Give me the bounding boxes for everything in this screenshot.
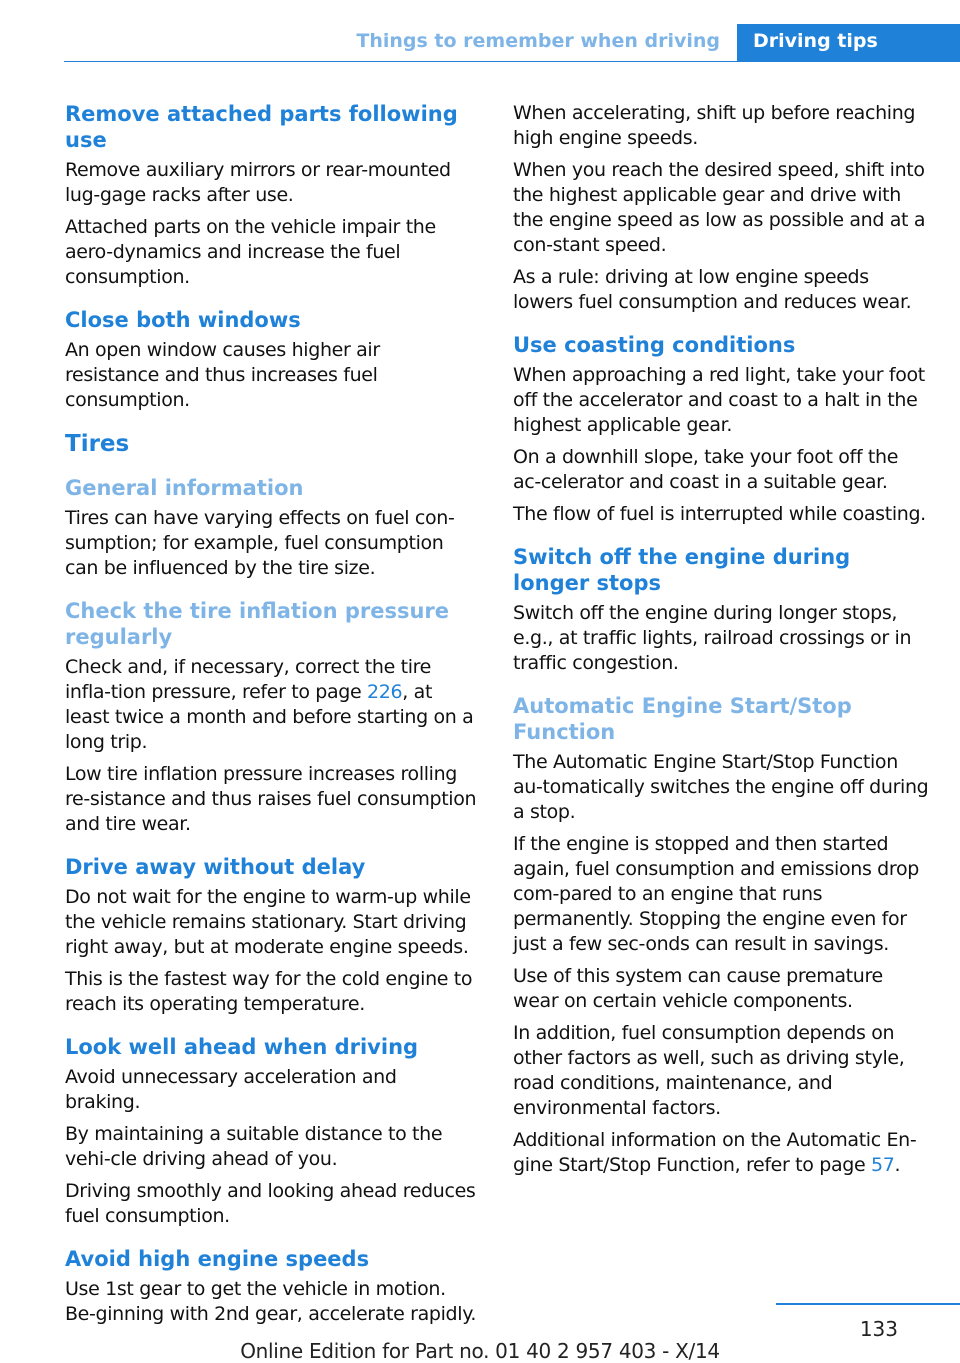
paragraph-with-page-link [513, 1128, 931, 1178]
paragraph: When approaching a red light, take your foot off the accelerator and coast to a halt in the highest applicable gear. [513, 364, 925, 436]
heading-look-ahead: Look well ahead when driving [65, 1035, 419, 1059]
edition-footer: Online Edition for Part no. 01 40 2 957 403 - X/14 [240, 1339, 720, 1363]
text: . [894, 1154, 901, 1176]
paragraph: An open window causes higher air resistance and thus increases fuel consumption. [65, 339, 380, 411]
paragraph: Attached parts on the vehicle impair the aero-dynamics and increase the fuel consumption. [65, 216, 436, 288]
header-section-title: Things to remember when driving [356, 30, 720, 52]
page-header [0, 0, 960, 62]
text: Check and, if necessary, correct the tire infla-tion pressure, refer to page [65, 656, 432, 703]
paragraph: Tires can have varying effects on fuel con-sumption; for example, fuel consumption can be influenced by the tire size. [65, 507, 455, 579]
page-number: 133 [859, 1317, 898, 1341]
heading-tires: Tires [65, 431, 130, 457]
heading-remove-attached-parts: Remove attached parts following use [65, 102, 458, 152]
text: Additional information on the Automatic En-gine Start/Stop Function, refer to page [513, 1129, 917, 1176]
heading-general-information: General information [65, 476, 304, 500]
paragraph: The flow of fuel is interrupted while coasting. [513, 503, 926, 525]
heading-close-windows: Close both windows [65, 308, 301, 332]
right-column [513, 101, 931, 1178]
paragraph: Do not wait for the engine to warm-up while the vehicle remains stationary. Start driving right away, but at moderate engine speeds. [65, 886, 471, 958]
paragraph: By maintaining a suitable distance to the vehi-cle driving ahead of you. [65, 1123, 443, 1170]
heading-coasting: Use coasting conditions [513, 333, 796, 357]
paragraph: In addition, fuel consumption depends on other factors as well, such as driving style, road conditions, maintenance, and environmental factors. [513, 1022, 905, 1119]
paragraph: On a downhill slope, take your foot off the ac-celerator and coast in a suitable gear. [513, 446, 899, 493]
heading-avoid-high-speeds: Avoid high engine speeds [65, 1247, 370, 1271]
paragraph: If the engine is stopped and then started again, fuel consumption and emissions drop com-pared to an engine that runs permanently. Stopping the engine even for just a few sec-onds can result in savings. [513, 833, 919, 955]
text: , at least twice a month and before starting on a long trip. [65, 681, 474, 753]
paragraph: As a rule: driving at low engine speeds lowers fuel consumption and reduces wear. [513, 266, 912, 313]
paragraph-with-page-link [65, 655, 477, 755]
page-link-226[interactable]: 226 [367, 681, 403, 703]
paragraph: Low tire inflation pressure increases rolling re-sistance and thus raises fuel consumption and tire wear. [65, 763, 477, 835]
paragraph: When accelerating, shift up before reaching high engine speeds. [513, 102, 916, 149]
paragraph: The Automatic Engine Start/Stop Function au-tomatically switches the engine off during a stop. [513, 751, 929, 823]
heading-auto-start-stop: Automatic Engine Start/Stop Function [513, 694, 852, 744]
paragraph: Switch off the engine during longer stops, e.g., at traffic lights, railroad crossings or in traffic congestion. [513, 602, 912, 674]
paragraph: Driving smoothly and looking ahead reduces fuel consumption. [65, 1180, 476, 1227]
paragraph: When you reach the desired speed, shift into the highest applicable gear and drive with the engine speed as low as possible and at a con-stant speed. [513, 159, 926, 256]
heading-drive-away: Drive away without delay [65, 855, 366, 879]
paragraph: Avoid unnecessary acceleration and braking. [65, 1066, 397, 1113]
header-chapter-label: Driving tips [753, 30, 878, 52]
page-link-57[interactable]: 57 [870, 1154, 895, 1176]
header-chapter-tab [737, 24, 960, 62]
header-rule [64, 61, 960, 62]
paragraph: Use of this system can cause premature wear on certain vehicle components. [513, 965, 883, 1012]
heading-switch-off-engine: Switch off the engine during longer stops [513, 545, 851, 595]
paragraph: This is the fastest way for the cold engine to reach its operating temperature. [65, 968, 473, 1015]
paragraph: Use 1st gear to get the vehicle in motion. Be-ginning with 2nd gear, accelerate rapidly. [65, 1278, 477, 1325]
heading-check-tire-pressure: Check the tire inflation pressure regularly [65, 599, 450, 649]
left-column [65, 101, 477, 1327]
paragraph: Remove auxiliary mirrors or rear-mounted lug-gage racks after use. [65, 159, 451, 206]
footer-rule [776, 1303, 960, 1305]
